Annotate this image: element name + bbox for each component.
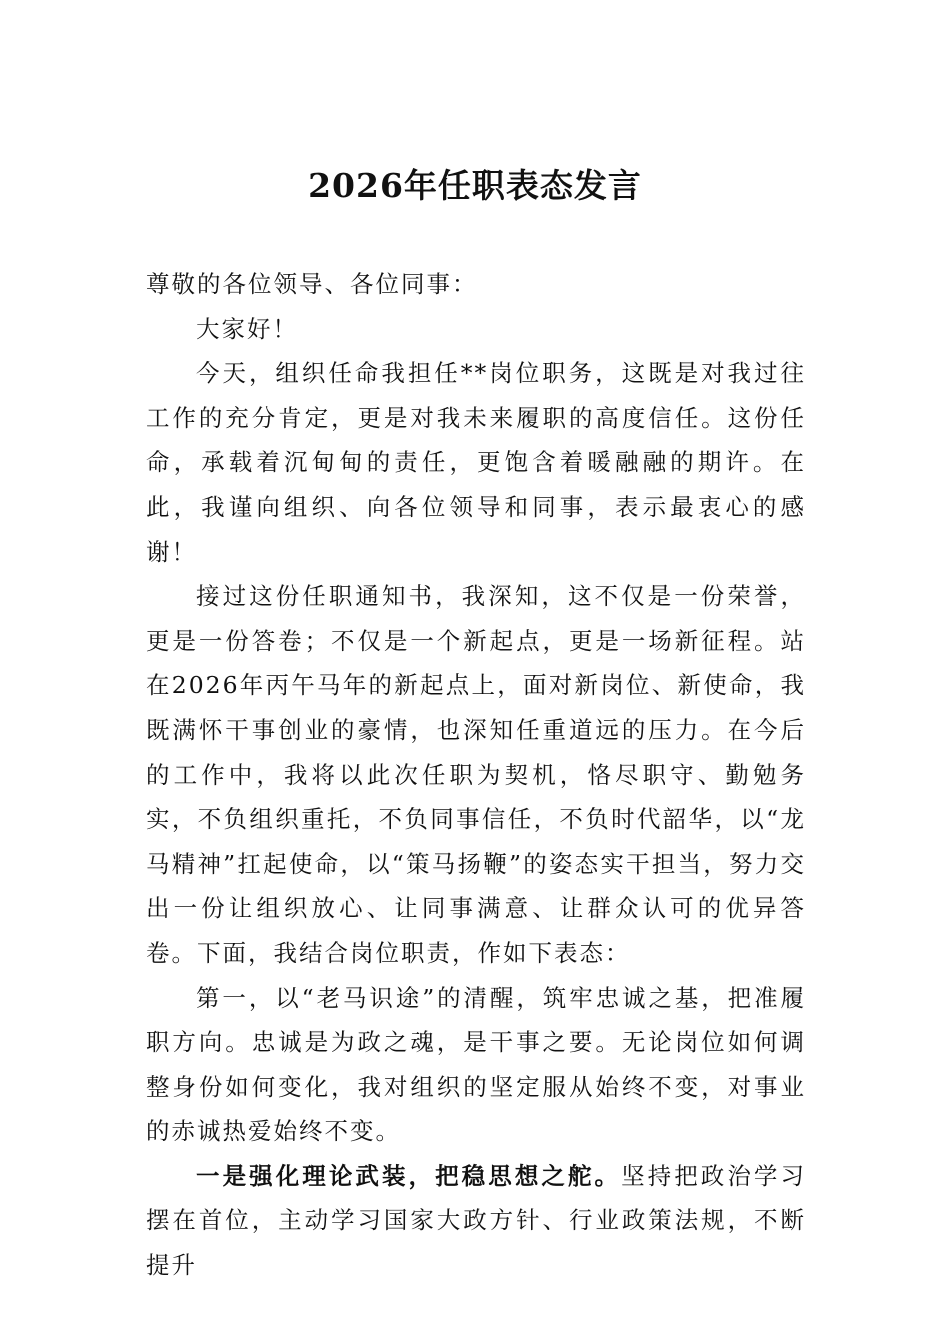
point-1-paragraph: [146, 1154, 806, 1288]
paragraph-3: 第一，以“老马识途”的清醒，筑牢忠诚之基，把准履职方向。忠诚是为政之魂，是干事之要。无论岗位如何调整身份如何变化，我对组织的坚定服从始终不变，对事业的赤诚热爱始终不变。: [146, 983, 806, 1146]
document-body: [146, 262, 806, 1288]
document-title: 2026年任职表态发言: [308, 166, 642, 205]
point-1-text: 坚持把政治学习摆在首位，主动学习国家大政方针、行业政策法规，不断提升: [146, 1161, 807, 1280]
point-1-heading: 一是强化理论武装，把稳思想之舵。: [196, 1161, 622, 1190]
paragraph-1: 今天，组织任命我担任**岗位职务，这既是对我过往工作的充分肯定，更是对我未来履职的高度信任。这份任命，承载着沉甸甸的责任，更饱含着暖融融的期许。在此，我谨向组织、向各位领导和同事，表示最衷心的感谢！: [146, 359, 806, 566]
salutation: 尊敬的各位领导、各位同事：: [146, 270, 478, 298]
paragraph-2: 接过这份任职通知书，我深知，这不仅是一份荣誉，更是一份答卷；不仅是一个新起点，更是一场新征程。站在2026年丙午马年的新起点上，面对新岗位、新使命，我既满怀干事创业的豪情，也深知任重道远的压力。在今后的工作中，我将以此次任职为契机，恪尽职守、勤勉务实，不负组织重托，不负同事信任，不负时代韶华，以“龙马精神”扛起使命，以“策马扬鞭”的姿态实干担当，努力交出一份让组织放心、让同事满意、让群众认可的优异答卷。下面，我结合岗位职责，作如下表态：: [146, 582, 806, 967]
greeting: 大家好！: [196, 314, 298, 343]
